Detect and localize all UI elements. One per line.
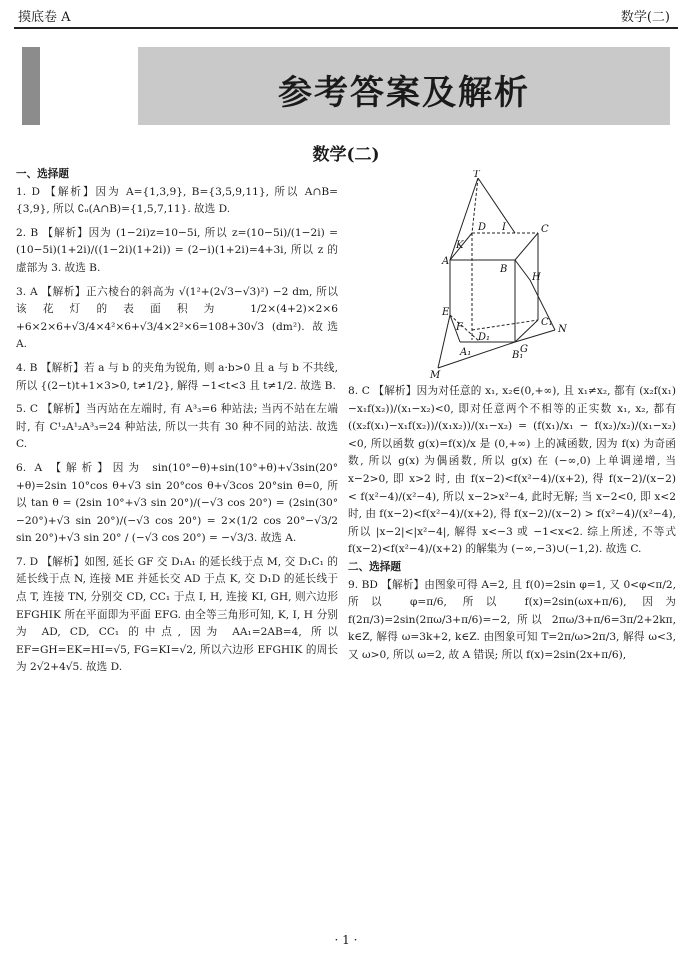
header-rule [14,27,678,29]
answer-item: 7. D 【解析】如图, 延长 GF 交 D₁A₁ 的延长线于点 M, 交 D₁C₁ 的延长线于点 N, 连接 ME 并延长交 AD 于点 K, 交 D₁D 的延长线于点 T, 连接 TN, 分别交 CD, CC₁ 于点 I, H, 连接 KI, GH, 则六边形 EFGHIK 所在平面即为平面 EFG. 由全等三角形可知, K, I, H 分别为 AD, CD, CC₁ 的中点, 因为 AA₁=2AB=4, 所以 EF=GH=EK=HI=√5, FG=KI=√2, 所以六边形 EFGHIK 的周长为 2√2+4√5. 故选 D. [16,555,338,674]
left-column [16,166,338,677]
section-subtitle: 数学(二) [312,145,380,165]
point-label: B [500,264,508,275]
subject-name: 数学(二) [620,10,670,25]
answer-item: 4. B 【解析】若 a 与 b 的夹角为锐角, 则 a·b>0 且 a 与 b 不共线, 所以 {(2−t)t+1×3>0, t≠1/2}, 解得 −1<t<3 且 t≠1/2. 故选 B. [16,361,338,392]
point-label: I [502,222,506,233]
point-label: A [442,256,450,267]
page-number: · 1 · [334,933,358,947]
point-label: M [430,370,441,380]
point-label: D [478,222,487,233]
point-label: F [456,322,463,333]
answer-item: 8. C 【解析】因为对任意的 x₁, x₂∈(0,+∞), 且 x₁≠x₂, 都有 (x₂f(x₁)−x₁f(x₂))/(x₁−x₂)<0, 即对任意两个不相等的正实数 x₁, x₂, 都有 ((x₂f(x₁)−x₁f(x₂))/(x₁x₂))/(x₁−x₂) = (f(x₁)/x₁ − f(x₂)/x₂)/(x₁−x₂)<0, 所以函数 g(x)=f(x)/x 是 (0,+∞) 上的减函数, 因为 f(x) 为奇函数, 所以 g(x) 为偶函数, 所以 g(x) 在 (−∞,0) 上单调递增, 当 x−2>0, 即 x>2 时, 由 f(x−2)<f(x²−4)/(x+2), 得 f(x−2)/(x−2) < f(x²−4)/(x²−4), 所以 x−2>x²−4, 此时无解; 当 x−2<0, 即 x<2 时, 由 f(x−2)<f(x²−4)/(x+2), 得 f(x−2)/(x−2) > f(x²−4)/(x²−4), 所以 |x−2|<|x²−4|, 解得 x<−3 或 −1<x<2. 综上所述, 不等式 f(x−2)<f(x²−4)/(x+2) 的解集为 (−∞,−3)∪(−1,2). 故选 C. [348,385,676,556]
answer-item: 1. D 【解析】因为 A={1,3,9}, B={3,5,9,11}, 所以 A∩B={3,9}, 所以 ∁ᵤ(A∩B)={1,5,7,11}. 故选 D. [16,185,338,216]
prism-figure [420,170,590,380]
right-column [348,383,676,665]
point-label: T [473,170,480,180]
answer-item: 6. A 【解析】因为 sin(10°−θ)+sin(10°+θ)+√3sin(20°+θ)=2sin 10°cos θ+√3 sin 20°cos θ+√3cos 20°sin θ=0, 所以 tan θ = (2sin 10°+√3 sin 20°)/(−√3 cos 20°) = (2sin(30°−20°)+√3 sin 20°)/(−√3 cos 20°) = 2×(1/2 cos 20°−√3/2 sin 20°)+√3 sin 20° / (−√3 cos 20°) = −√3/3. 故选 A. [16,461,338,545]
banner-accent [22,47,40,125]
section-heading: 二、选择题 [348,560,401,573]
point-label: C [541,224,549,235]
point-label: B₁ [512,350,524,361]
point-label: K [456,240,464,251]
point-label: N [558,324,567,335]
title-banner [138,47,670,125]
answer-item: 9. BD 【解析】由图象可得 A=2, 且 f(0)=2sin φ=1, 又 0<φ<π/2, 所以 φ=π/6, 所以 f(x)=2sin(ωx+π/6), 因为 f(2π/3)=2sin(2πω/3+π/6)=−2, 所以 2πω/3+π/6=3π/2+2kπ, k∈Z, 解得 ω=3k+2, k∈Z. 由图象可知 T=2π/ω>2π/3, 解得 ω<3, 又 ω>0, 所以 ω=2, 故 A 错误; 所以 f(x)=2sin(2x+π/6), [348,578,676,661]
page-title: 参考答案及解析 [278,73,530,113]
answer-item: 3. A 【解析】正六棱台的斜高为 √(1²+(2√3−√3)²) −2 dm, 所以该花灯的表面积为 1/2×(4+2)×2×6 +6×2×6+√3/4×4²×6+√3/4×2²×6=108+30√3 (dm²). 故选 A. [16,285,338,351]
section-heading: 一、选择题 [16,168,69,180]
exam-name: 摸底卷 A [18,10,71,25]
point-label: C₁ [541,317,553,328]
point-label: E [442,307,450,318]
point-label: D₁ [478,332,491,343]
point-label: H [532,272,541,283]
answer-item: 2. B 【解析】因为 (1−2i)z=10−5i, 所以 z=(10−5i)/(1−2i) = (10−5i)(1+2i)/((1−2i)(1+2i)) = (2−i)(1+2i)=4+3i, 所以 z 的虚部为 3. 故选 B. [16,226,338,274]
page-header [0,0,692,28]
point-label: A₁ [460,347,472,358]
point-label: G [520,344,528,355]
answer-item: 5. C 【解析】当丙站在左端时, 有 A³₃=6 种站法; 当丙不站在左端时, 有 C¹₂A¹₂A³₃=24 种站法, 所以一共有 30 种不同的站法. 故选 C. [16,403,338,451]
